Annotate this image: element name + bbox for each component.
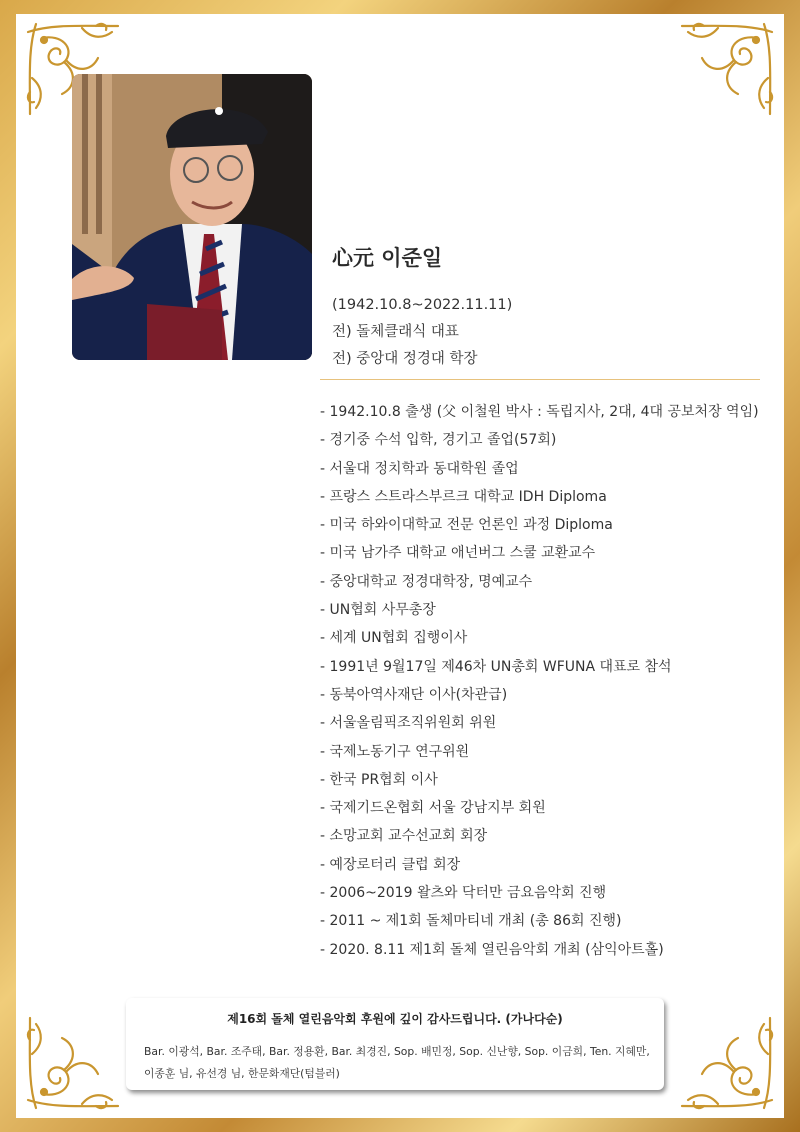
career-item: - 중앙대학교 정경대학장, 명예교수 — [320, 573, 533, 590]
career-item: - 국제기드온협회 서울 강남지부 회원 — [320, 800, 546, 817]
career-item: - 미국 하와이대학교 전문 언론인 과정 Diploma — [320, 517, 613, 534]
profile-block — [332, 242, 512, 373]
page-card — [16, 14, 784, 1118]
sponsor-names-line: 이종훈 님, 유선경 님, 한문화재단(텀블러) — [144, 1067, 340, 1080]
career-item: - 2006~2019 왈츠와 닥터만 금요음악회 진행 — [320, 885, 607, 902]
portrait-photo — [72, 74, 312, 360]
thanks-title: 제16회 돌체 열린음악회 후원에 깊이 감사드립니다. (가나다순) — [227, 1012, 563, 1026]
former-role: 전) 돌체클래식 대표 — [332, 324, 459, 340]
sponsor-names-line: Bar. 이광석, Bar. 조주태, Bar. 정용환, Bar. 최경진, Sop. 배민정, Sop. 신난향, Sop. 이금희, Ten. 지혜만, — [144, 1045, 650, 1058]
sponsor-names — [126, 1041, 664, 1085]
career-item: - 1991년 9월17일 제46차 UN총회 WFUNA 대표로 참석 — [320, 658, 672, 675]
career-item: - 국제노동기구 연구위원 — [320, 743, 470, 760]
career-item: - 미국 남가주 대학교 애넌버그 스쿨 교환교수 — [320, 545, 596, 562]
career-item: - 서울올림픽조직위원회 위원 — [320, 715, 497, 732]
thanks-box — [126, 998, 664, 1090]
career-list — [320, 398, 759, 964]
section-divider — [320, 379, 760, 380]
career-item: - 서울대 정치학과 동대학원 졸업 — [320, 460, 519, 477]
career-item: - 예장로터리 클럽 회장 — [320, 856, 461, 873]
career-item: - 한국 PR협회 이사 — [320, 771, 438, 788]
career-item: - 1942.10.8 출생 (父 이철원 박사 : 독립지사, 2대, 4대 공보처장 역임) — [320, 404, 759, 420]
career-item: - 2011 ~ 제1회 돌체마티네 개최 (총 86회 진행) — [320, 913, 622, 930]
career-item: - 프랑스 스트라스부르크 대학교 IDH Diploma — [320, 488, 607, 505]
career-item: - 동북아역사재단 이사(차관급) — [320, 686, 508, 703]
career-item: - 경기중 수석 입학, 경기고 졸업(57회) — [320, 432, 557, 449]
career-item: - 소망교회 교수선교회 회장 — [320, 828, 488, 845]
corner-ornament-bottom-left — [22, 1004, 132, 1114]
life-dates: (1942.10.8~2022.11.11) — [332, 297, 513, 313]
career-item: - 세계 UN협회 집행이사 — [320, 630, 468, 647]
career-item: - 2020. 8.11 제1회 돌체 열린음악회 개최 (삼익아트홀) — [320, 941, 664, 958]
corner-ornament-top-right — [668, 18, 778, 128]
career-item: - UN협회 사무총장 — [320, 602, 436, 619]
person-name: 心元 이준일 — [332, 246, 443, 270]
former-role: 전) 중앙대 정경대 학장 — [332, 351, 478, 367]
corner-ornament-bottom-right — [668, 1004, 778, 1114]
